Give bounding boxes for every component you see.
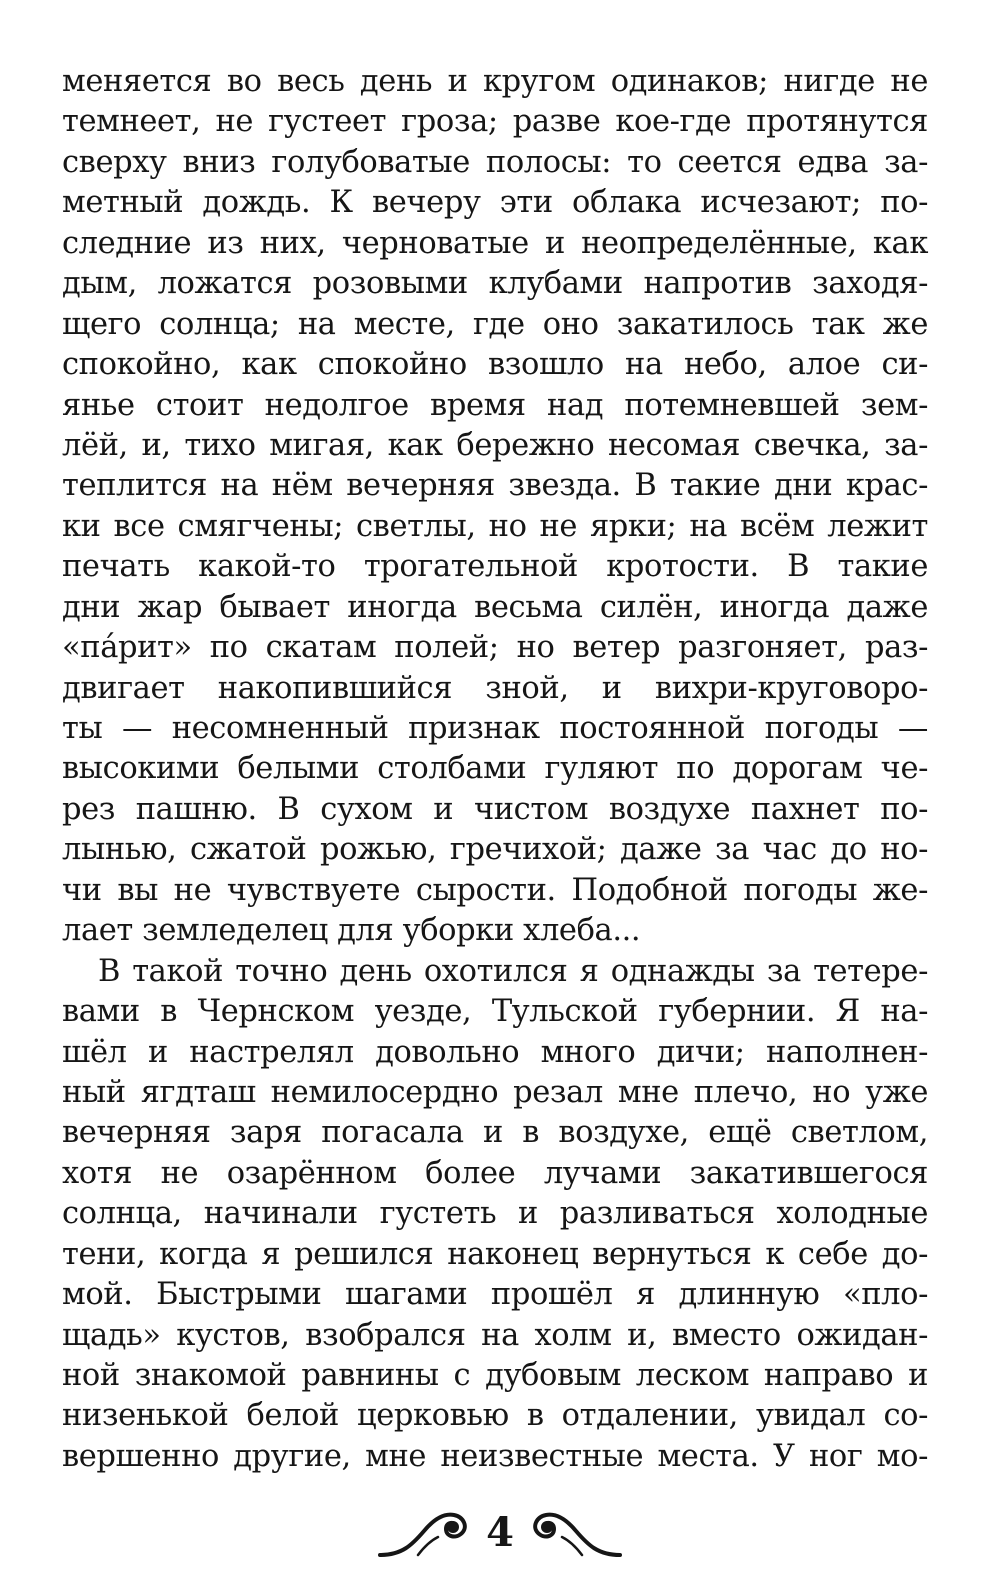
text-line: вами в Чернском уезде, Тульской губернии. Я на- — [62, 994, 928, 1030]
text-line: дни жар бывает иногда весьма силён, иногда даже — [62, 589, 928, 625]
text-line: темнеет, не густеет гроза; разве кое-где протянутся — [62, 104, 928, 140]
text-line: щадь» кустов, взобрался на холм и, вместо ожидан- — [62, 1317, 928, 1353]
text-line: ты — несомненный признак постоянной погоды — — [62, 711, 928, 746]
text-line: двигает накопившийся зной, и вихри-круговоро- — [62, 670, 928, 706]
text-line: вершенно другие, мне неизвестные места. У ног мо- — [62, 1438, 928, 1474]
text-line: теплится на нём вечерняя звезда. В такие дни крас- — [62, 468, 928, 504]
body-text — [62, 62, 928, 1477]
text-line: низенькой белой церковью в отдалении, увидал со- — [62, 1398, 928, 1434]
paragraph-first-line: В такой точно день охотился я однажды за тетере- — [98, 953, 928, 989]
text-line: янье стоит недолгое время над потемневшей зем- — [62, 387, 928, 423]
text-line: метный дождь. К вечеру эти облака исчезают; по- — [62, 185, 928, 221]
text-line: хотя не озарённом более лучами закатившегося — [62, 1155, 928, 1191]
text-line: вечерняя заря погасала и в воздухе, ещё светлом, — [62, 1115, 928, 1151]
scroll-ornament-left-icon — [378, 1505, 474, 1561]
text-line: спокойно, как спокойно взошло на небо, алое си- — [62, 347, 928, 383]
text-line: ки все смягчены; светлы, но не ярки; на всём лежит — [62, 508, 928, 544]
text-line: «па́рит» по скатам полей; но ветер разгоняет, раз- — [62, 630, 928, 666]
paragraph-end-line: лает земледелец для уборки хлеба... — [62, 913, 641, 949]
page-number: 4 — [486, 1509, 514, 1556]
text-line: тени, когда я решился наконец вернуться к себе до- — [62, 1236, 928, 1272]
page-folio — [378, 1505, 622, 1561]
text-line: сверху вниз голубоватые полосы: то сеется едва за- — [62, 144, 928, 180]
text-line: печать какой-то трогательной кротости. В такие — [62, 549, 928, 585]
text-line: щего солнца; на месте, где оно закатилось так же — [62, 306, 928, 342]
text-line: меняется во весь день и кругом одинаков; нигде не — [62, 64, 928, 99]
text-line: рез пашню. В сухом и чистом воздухе пахнет по- — [62, 791, 928, 827]
text-line: дым, ложатся розовыми клубами напротив заходя- — [62, 266, 928, 302]
text-line: солнца, начинали густеть и разливаться холодные — [62, 1196, 928, 1232]
text-line: шёл и настрелял довольно много дичи; наполнен- — [62, 1034, 928, 1070]
text-line: ный ягдташ немилосердно резал мне плечо, но уже — [62, 1074, 928, 1110]
text-line: ной знакомой равнины с дубовым леском направо и — [62, 1358, 928, 1393]
text-line: мой. Быстрыми шагами прошёл я длинную «пло- — [62, 1277, 928, 1313]
text-line: чи вы не чувствуете сырости. Подобной погоды же- — [62, 872, 928, 908]
scroll-ornament-right-icon — [526, 1505, 622, 1561]
text-line: следние из них, черноватые и неопределённые, как — [62, 225, 928, 261]
text-line: лынью, сжатой рожью, гречихой; даже за час до но- — [62, 832, 928, 868]
text-line: лёй, и, тихо мигая, как бережно несомая свечка, за- — [62, 427, 928, 463]
text-line: высокими белыми столбами гуляют по дорогам че- — [62, 751, 928, 787]
